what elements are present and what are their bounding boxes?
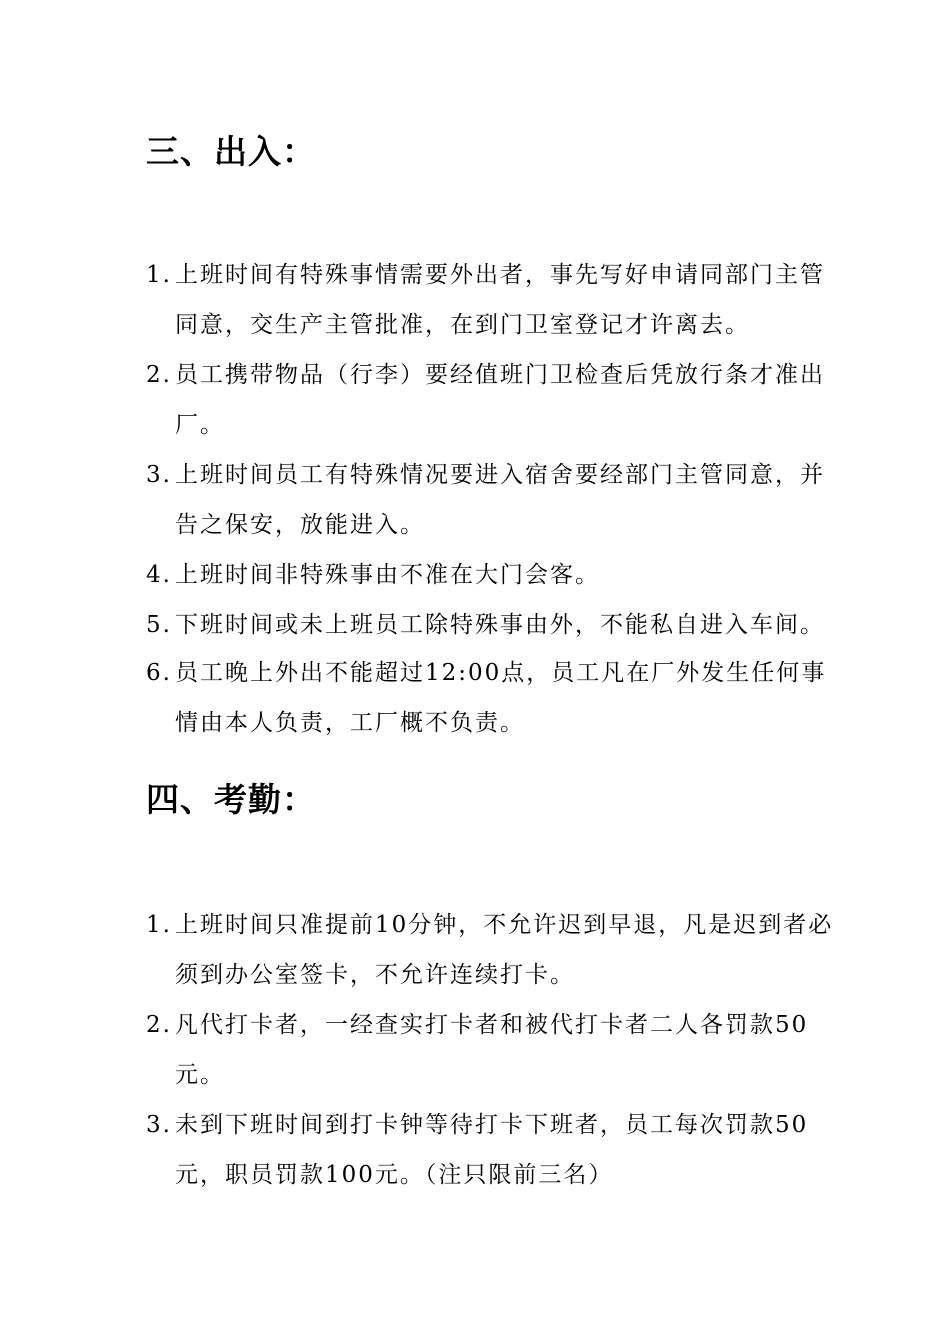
- list-item: [146, 1000, 836, 1100]
- list-item: [146, 1100, 836, 1200]
- item-text: 下班时间或未上班员工除特殊事由外，不能私自进入车间。: [175, 612, 825, 638]
- item-text: 未到下班时间到打卡钟等待打卡下班者，员工每次罚款50元，职员罚款100元。（注只限前三名）: [175, 1112, 809, 1188]
- item-text: 上班时间只准提前10分钟，不允许迟到早退，凡是迟到者必须到办公室签卡，不允许连续打卡。: [175, 912, 834, 988]
- item-number: 1.: [146, 262, 172, 288]
- item-text: 凡代打卡者，一经查实打卡者和被代打卡者二人各罚款50元。: [175, 1012, 809, 1088]
- item-number: 6.: [146, 660, 172, 686]
- list-item: [146, 600, 836, 650]
- list-item: [146, 900, 836, 1000]
- item-text: 上班时间员工有特殊情况要进入宿舍要经部门主管同意，并告之保安，放能进入。: [175, 462, 825, 538]
- item-text: 员工晚上外出不能超过12:00点，员工凡在厂外发生任何事情由本人负责，工厂概不负责。: [175, 660, 827, 736]
- item-number: 2.: [146, 362, 172, 388]
- item-number: 5.: [146, 612, 172, 638]
- item-number: 2.: [146, 1012, 172, 1038]
- section-heading-attendance: 四、考勤：: [146, 780, 316, 819]
- item-text: 上班时间非特殊事由不准在大门会客。: [175, 562, 600, 588]
- list-item: [146, 648, 836, 748]
- item-number: 1.: [146, 912, 172, 938]
- item-text: 员工携带物品（行李）要经值班门卫检查后凭放行条才准出厂。: [175, 362, 825, 438]
- item-number: 3.: [146, 462, 172, 488]
- list-item: [146, 250, 836, 350]
- list-item: [146, 450, 836, 550]
- list-item: [146, 550, 836, 600]
- list-item: [146, 350, 836, 450]
- section-heading-entry-exit: 三、出入：: [146, 132, 316, 171]
- item-text: 上班时间有特殊事情需要外出者，事先写好申请同部门主管同意，交生产主管批准，在到门卫室登记才许离去。: [175, 262, 825, 338]
- item-number: 3.: [146, 1112, 172, 1138]
- item-number: 4.: [146, 562, 172, 588]
